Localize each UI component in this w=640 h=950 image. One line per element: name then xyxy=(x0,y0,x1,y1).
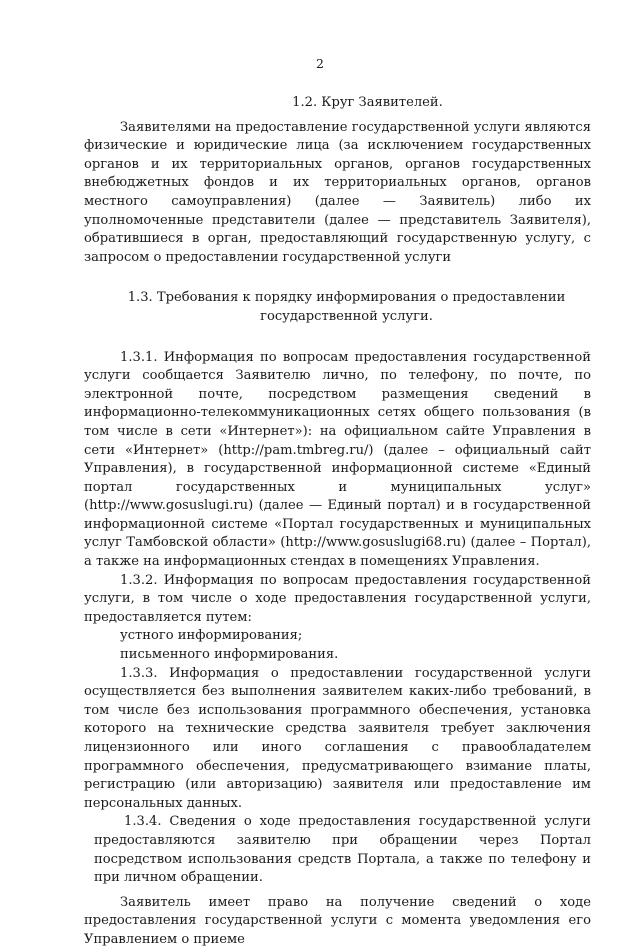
list-item-oral: устного информирования; xyxy=(120,628,303,644)
paragraph-1-3-4: 1.3.4. Сведения о ходе предоставления государственной услуги предоставляются заявителю при обращении через Портал посредством использования средств Портала, а также по телефону и при личном обращении. xyxy=(94,814,591,886)
paragraph-applicant-rights: Заявитель имеет право на получение сведений о ходе предоставления государственной услуги с момента уведомления его Управлением о приеме xyxy=(84,894,591,947)
page-number: 2 xyxy=(316,56,324,71)
document-body xyxy=(84,94,591,950)
section-heading-1-2: 1.2. Круг Заявителей. xyxy=(292,95,443,110)
paragraph-1-3-3: 1.3.3. Информация о предоставлении государственной услуги осуществляется без выполнения заявителем каких-либо требований, в том числе без использования программного обеспечения, установка которого на технические средства заявителя требует заключения лицензионного или иного соглашения с правообладателем программного обеспечения, предусматривающего взимание платы, регистрацию (или авторизацию) заявителя или предоставление им персональных данных. xyxy=(84,665,591,811)
list-item-written: письменного информирования. xyxy=(120,647,339,663)
section-heading-1-3: 1.3. Требования к порядку информирования о предоставлении государственной услуги. xyxy=(127,290,566,324)
paragraph-1-3-2: 1.3.2. Информация по вопросам предоставления государственной услуги, в том числе о ходе предоставления государственной услуги, предоставляется путем: xyxy=(84,572,591,625)
paragraph-applicants: Заявителями на предоставление государственной услуги являются физические и юридические лица (за исключением государственных органов и их территориальных органов, органов государственных внебюджетных фондов и их территориальных органов, органов местного самоуправления) (далее — Заявитель) либо их уполномоченные представители (далее — представитель Заявителя), обратившиеся в орган, предоставляющий государственную услугу, с запросом о предоставлении государственной услуги xyxy=(84,119,591,265)
paragraph-1-3-1: 1.3.1. Информация по вопросам предоставления государственной услуги сообщается Заявителю лично, по телефону, по почте, по электронной почте, посредством размещения сведений в информационно-телекоммуникационных сетях общего пользования (в том числе в сети «Интернет»): на официальном сайте Управления в сети «Интернет» (http://pam.tmbreg.ru/) (далее – официальный сайт Управления), в государственной информационной системе «Единый портал государственных и муниципальных услуг» (http://www.gosuslugi.ru) (далее — Единый портал) и в государственной информационной системе «Портал государственных и муниципальных услуг Тамбовской области» (http://www.gosuslugi68.ru) (далее – Портал), а также на информационных стендах в помещениях Управления. xyxy=(84,349,591,570)
